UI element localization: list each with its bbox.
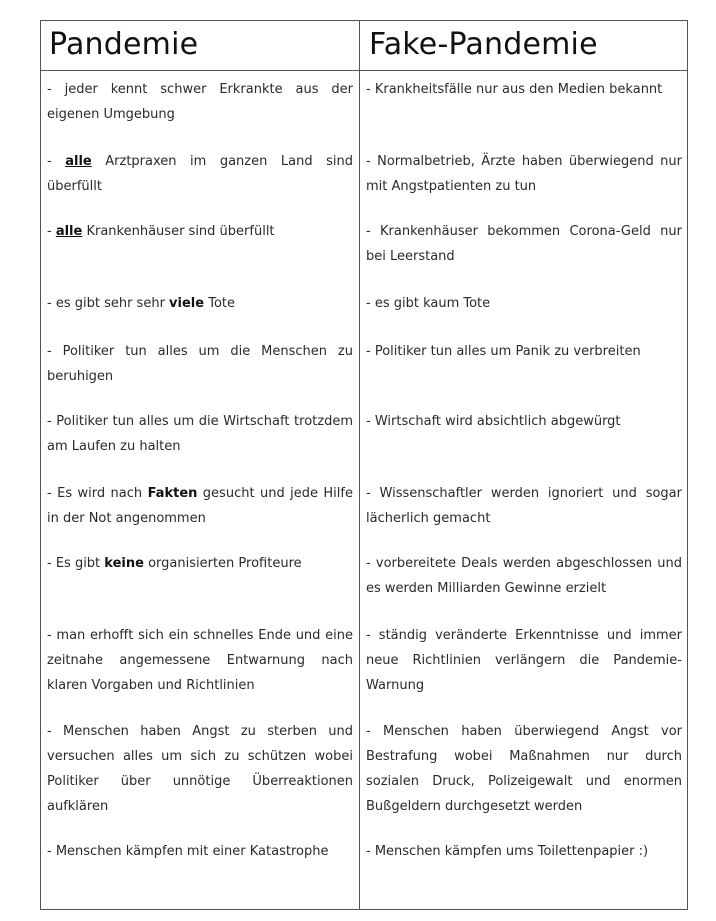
cell-right-5: - Politiker tun alles um Panik zu verbreiten [366,344,641,359]
cell-right-6: - Wirtschaft wird absichtlich abgewürgt [366,414,621,429]
emphasis: alle [65,154,92,169]
cell-right-9: - ständig veränderte Erkenntnisse und immer neue Richtlinien verlängern die Pandemie-Warnung [366,628,682,693]
cell-left-11: - Menschen kämpfen mit einer Katastrophe [47,844,329,859]
header-divider [41,70,687,71]
cell-right-1: - Krankheitsfälle nur aus den Medien bekannt [366,82,663,97]
cell-right-7: - Wissenschaftler werden ignoriert und sogar lächerlich gemacht [366,486,682,526]
emphasis: Fakten [147,486,198,501]
column-divider [359,21,360,909]
emphasis: keine [104,556,144,571]
cell-left-2: - alle Arztpraxen im ganzen Land sind überfüllt [47,154,353,194]
cell-left-1: - jeder kennt schwer Erkrankte aus der eigenen Umgebung [47,82,353,122]
cell-left-8: - Es gibt keine organisierten Profiteure [47,556,302,571]
comparison-table [40,20,688,910]
header-pandemie: Pandemie [49,27,199,62]
cell-left-9: - man erhofft sich ein schnelles Ende und eine zeitnahe angemessene Entwarnung nach klaren Vorgaben und Richtlinien [47,628,353,693]
cell-left-5: - Politiker tun alles um die Menschen zu beruhigen [47,344,353,384]
cell-right-11: - Menschen kämpfen ums Toilettenpapier :) [366,844,649,859]
cell-left-4: - es gibt sehr sehr viele Tote [47,296,235,311]
cell-right-10: - Menschen haben überwiegend Angst vor Bestrafung wobei Maßnahmen nur durch sozialen Druck, Polizeigewalt und enormen Bußgeldern durchgesetzt werden [366,724,682,814]
emphasis: alle [55,224,83,239]
emphasis: viele [169,296,205,311]
cell-right-8: - vorbereitete Deals werden abgeschlossen und es werden Milliarden Gewinne erzielt [366,556,682,596]
cell-left-10: - Menschen haben Angst zu sterben und versuchen alles um sich zu schützen wobei Politiker über unnötige Überreaktionen aufklären [47,724,353,814]
cell-left-3: - alle Krankenhäuser sind überfüllt [47,224,275,239]
header-fake-pandemie: Fake-Pandemie [369,27,598,62]
cell-right-2: - Normalbetrieb, Ärzte haben überwiegend nur mit Angstpatienten zu tun [366,154,682,194]
cell-right-4: - es gibt kaum Tote [366,296,491,311]
cell-left-7: - Es wird nach Fakten gesucht und jede Hilfe in der Not angenommen [47,486,353,526]
cell-left-6: - Politiker tun alles um die Wirtschaft trotzdem am Laufen zu halten [47,414,353,454]
cell-right-3: - Krankenhäuser bekommen Corona-Geld nur bei Leerstand [366,224,682,264]
